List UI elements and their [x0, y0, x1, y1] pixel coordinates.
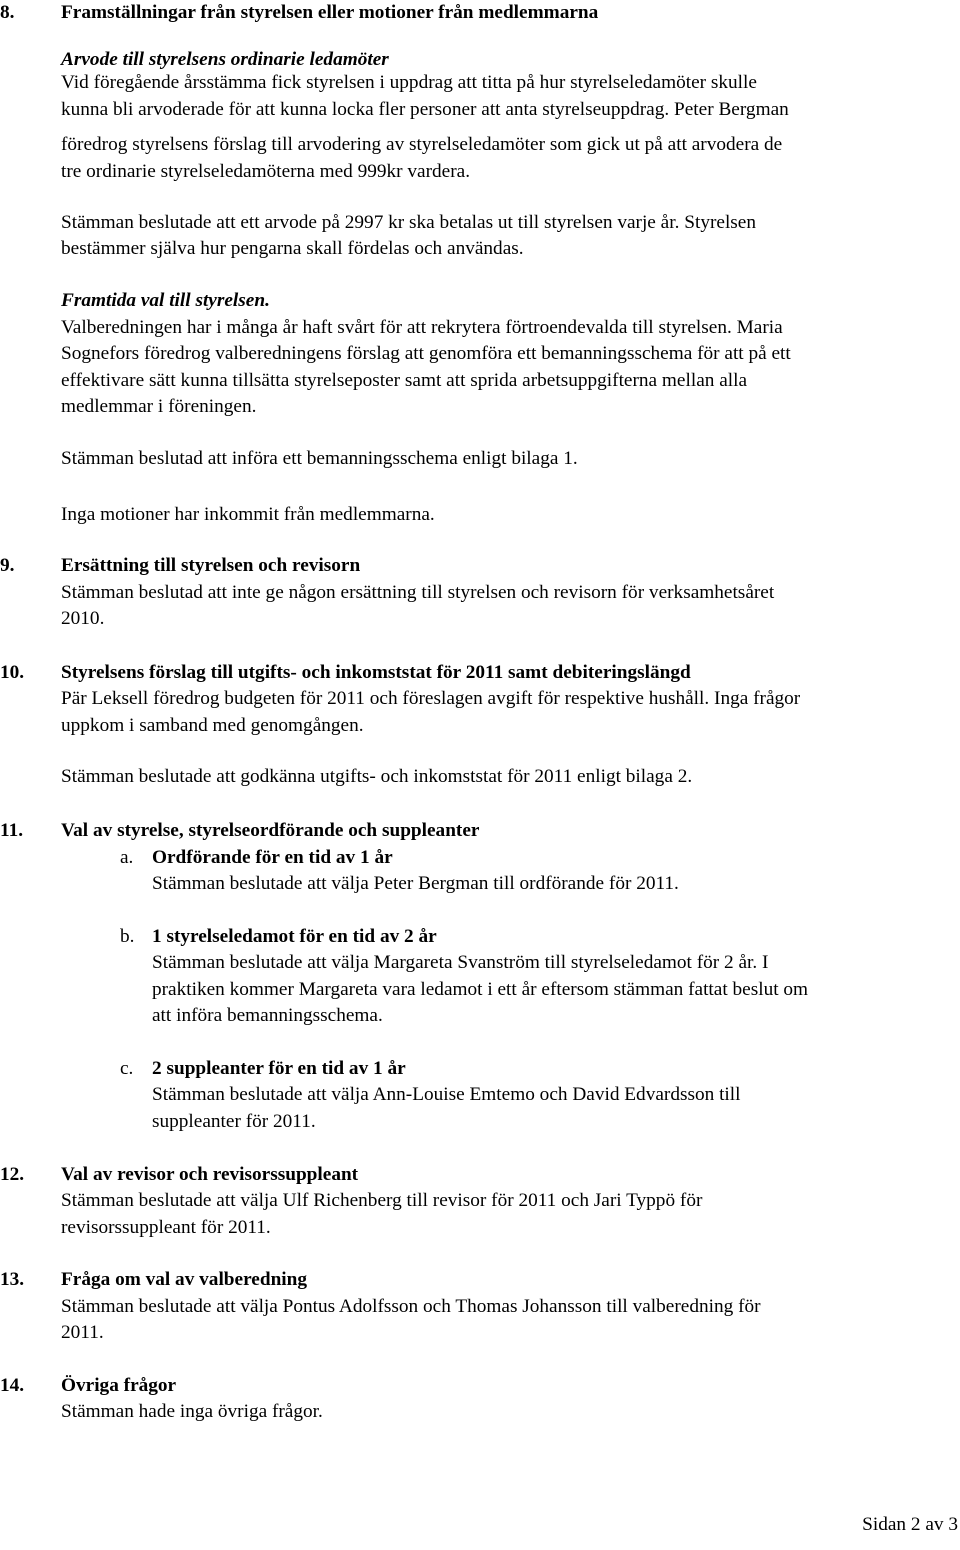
paragraph-line: Stämman beslutade att välja Pontus Adolfsson och Thomas Johansson till valberedning för	[61, 1296, 761, 1317]
paragraph-line: Valberedningen har i många år haft svårt för att rekrytera förtroendevalda till styrelsen. Maria	[61, 317, 783, 338]
paragraph-line: medlemmar i föreningen.	[61, 396, 257, 417]
section-13-heading: Fråga om val av valberedning	[61, 1269, 308, 1290]
subheading-arvode: Arvode till styrelsens ordinarie ledamöter	[61, 49, 389, 70]
paragraph-line: revisorssuppleant för 2011.	[61, 1217, 271, 1238]
paragraph-line: Inga motioner har inkommit från medlemmarna.	[61, 504, 435, 525]
paragraph-line: Stämman beslutade att välja Ulf Richenberg till revisor för 2011 och Jari Typpö för	[61, 1190, 703, 1211]
section-12-number: 12.	[0, 1164, 25, 1185]
paragraph-line: Vid föregående årsstämma fick styrelsen i uppdrag att titta på hur styrelseledamöter skulle	[61, 72, 757, 93]
paragraph-line: Stämman hade inga övriga frågor.	[61, 1401, 323, 1422]
paragraph-line: Pär Leksell föredrog budgeten för 2011 och föreslagen avgift för respektive hushåll. Inga frågor	[61, 688, 801, 709]
section-13-number: 13.	[0, 1269, 25, 1290]
page-number: Sidan 2 av 3	[862, 1514, 958, 1535]
item-line: Stämman beslutade att välja Ann-Louise Emtemo och David Edvardsson till	[152, 1084, 741, 1105]
section-9-heading: Ersättning till styrelsen och revisorn	[61, 555, 361, 576]
item-line: Stämman beslutade att välja Margareta Svanström till styrelseledamot för 2 år. I	[152, 952, 769, 973]
section-9-number: 9.	[0, 555, 15, 576]
item-title-a: Ordförande för en tid av 1 år	[152, 847, 393, 868]
section-10-number: 10.	[0, 662, 25, 683]
section-10-heading: Styrelsens förslag till utgifts- och inkomststat för 2011 samt debiteringslängd	[61, 662, 691, 683]
item-title-b: 1 styrelseledamot för en tid av 2 år	[152, 926, 437, 947]
paragraph-line: effektivare sätt kunna tillsätta styrelseposter samt att sprida arbetsuppgifterna mellan alla	[61, 370, 748, 391]
section-12-heading: Val av revisor och revisorssuppleant	[61, 1164, 359, 1185]
paragraph-line: Stämman beslutade att ett arvode på 2997 kr ska betalas ut till styrelsen varje år. Styrelsen	[61, 212, 757, 233]
item-title-c: 2 suppleanter för en tid av 1 år	[152, 1058, 406, 1079]
paragraph-line: Sognefors föredrog valberedningens förslag att genomföra ett bemanningsschema för att på ett	[61, 343, 791, 364]
item-letter-a: a.	[120, 847, 134, 868]
item-line: suppleanter för 2011.	[152, 1111, 316, 1132]
paragraph-line: bestämmer själva hur pengarna skall fördelas och användas.	[61, 238, 524, 259]
section-11-heading: Val av styrelse, styrelseordförande och suppleanter	[61, 820, 480, 841]
paragraph-line: föredrog styrelsens förslag till arvodering av styrelseledamöter som gick ut på att arvodera de	[61, 134, 783, 155]
paragraph-line: 2011.	[61, 1322, 104, 1343]
item-line: praktiken kommer Margareta vara ledamot i ett år eftersom stämman fattat beslut om	[152, 979, 809, 1000]
item-line: Stämman beslutade att välja Peter Bergman till ordförande för 2011.	[152, 873, 679, 894]
paragraph-line: Stämman beslutad att inte ge någon ersättning till styrelsen och revisorn för verksamhetsåret	[61, 582, 775, 603]
decision-line: Stämman beslutade att godkänna utgifts- och inkomststat för 2011 enligt bilaga 2.	[61, 766, 693, 787]
paragraph-line: kunna bli arvoderade för att kunna locka fler personer att anta styrelseuppdrag. Peter Bergman	[61, 99, 789, 120]
paragraph-line: tre ordinarie styrelseledamöterna med 999kr vardera.	[61, 161, 471, 182]
subheading-framtida-val: Framtida val till styrelsen.	[61, 290, 270, 311]
item-line: att införa bemanningsschema.	[152, 1005, 383, 1026]
section-14-heading: Övriga frågor	[61, 1375, 177, 1396]
section-11-number: 11.	[0, 820, 24, 841]
paragraph-line: uppkom i samband med genomgången.	[61, 715, 364, 736]
section-8-number: 8.	[0, 2, 15, 23]
section-8-heading: Framställningar från styrelsen eller motioner från medlemmarna	[61, 2, 599, 23]
item-letter-b: b.	[120, 926, 135, 947]
item-letter-c: c.	[120, 1058, 134, 1079]
decision-line: Stämman beslutad att införa ett bemanningsschema enligt bilaga 1.	[61, 448, 578, 469]
section-14-number: 14.	[0, 1375, 25, 1396]
paragraph-line: 2010.	[61, 608, 105, 629]
